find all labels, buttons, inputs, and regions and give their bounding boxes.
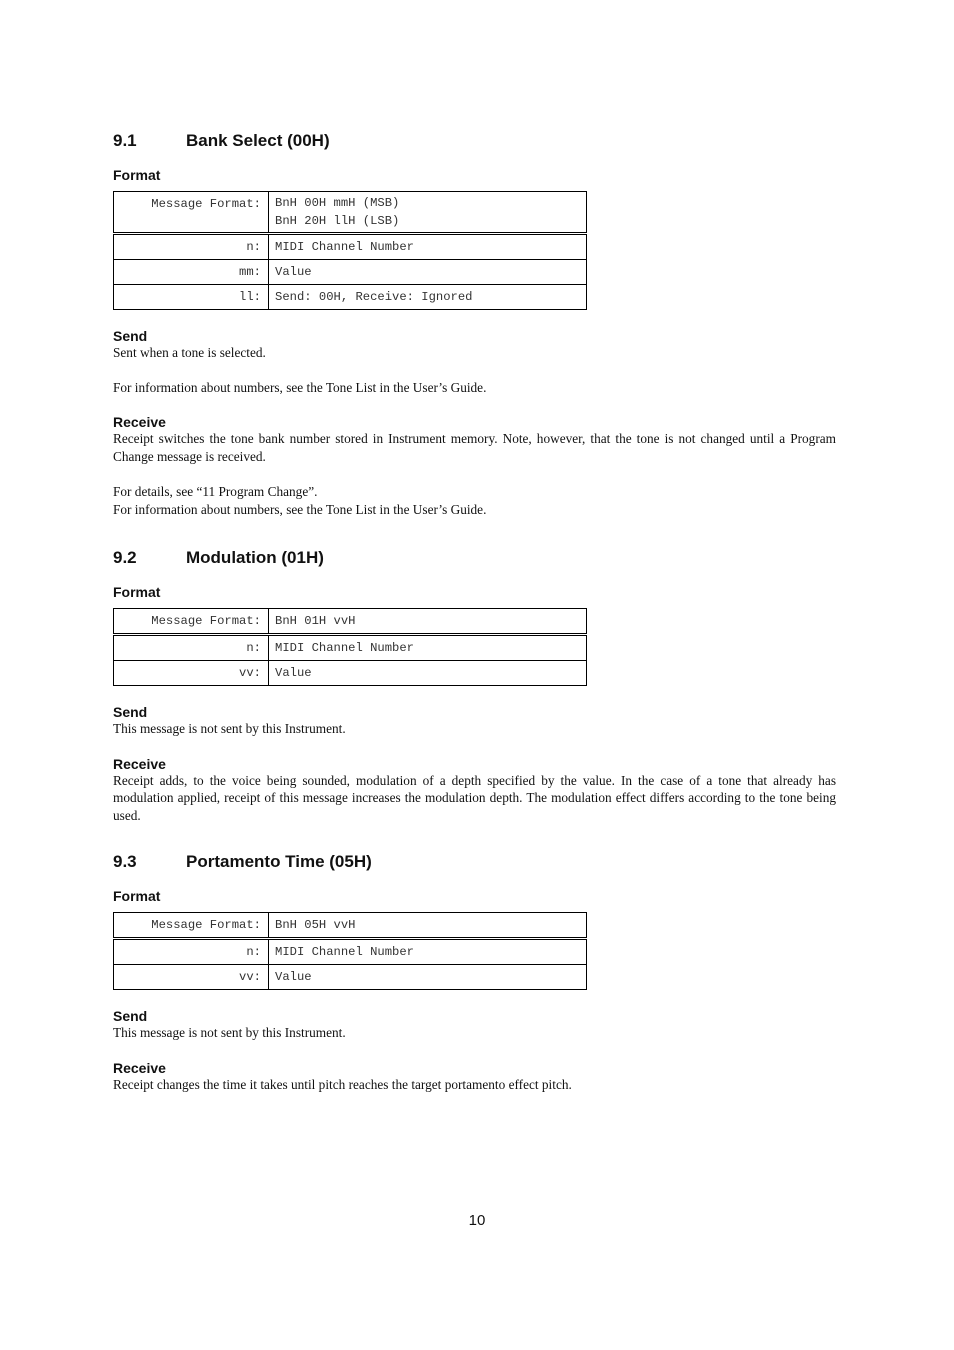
table-value-cell: Value (269, 260, 587, 285)
format-label: Format (113, 888, 161, 904)
receive-paragraph: Receipt switches the tone bank number stored in Instrument memory. Note, however, that the tone is not changed until a Program Change message is received. (113, 431, 836, 464)
table-value-cell: MIDI Channel Number (269, 234, 587, 260)
section-number: 9.2 (113, 548, 137, 567)
table-row (114, 260, 587, 285)
table-row (114, 965, 587, 990)
receive-paragraph: Receipt changes the time it takes until pitch reaches the target portamento effect pitch. (113, 1076, 572, 1092)
receive-paragraph: For details, see “11 Program Change”. (113, 484, 318, 499)
receive-label: Receive (113, 414, 166, 430)
table-key-cell: Message Format: (114, 913, 269, 939)
page-number: 10 (468, 1212, 486, 1229)
send-label: Send (113, 328, 148, 344)
table-key-cell: n: (114, 939, 269, 965)
format-line: BnH 00H mmH (MSB) (275, 196, 400, 210)
table-value-cell: Send: 00H, Receive: Ignored (269, 285, 587, 310)
format-label: Format (113, 584, 161, 600)
table-value-cell: Value (269, 965, 587, 990)
table-key-cell: n: (114, 234, 269, 260)
send-paragraph: This message is not sent by this Instrument. (113, 1025, 346, 1040)
send-label: Send (113, 1008, 148, 1024)
section-heading (113, 548, 836, 568)
section-heading (113, 852, 836, 872)
section-number: 9.1 (113, 131, 137, 150)
table-row (114, 192, 587, 234)
table-value-cell: Value (269, 661, 587, 686)
section-title: Modulation (01H) (186, 548, 324, 567)
format-table (113, 191, 587, 310)
format-table (113, 608, 587, 686)
table-key-cell: mm: (114, 260, 269, 285)
send-paragraph: Sent when a tone is selected. (113, 345, 266, 360)
section-heading (113, 131, 836, 151)
table-value-cell: MIDI Channel Number (269, 939, 587, 965)
section-title: Bank Select (00H) (186, 131, 330, 150)
section-modulation (113, 548, 836, 824)
table-key-cell: vv: (114, 965, 269, 990)
receive-paragraph: For information about numbers, see the Tone List in the User’s Guide. (113, 501, 487, 517)
table-key-cell: Message Format: (114, 609, 269, 635)
table-value-cell: MIDI Channel Number (269, 635, 587, 661)
table-key-cell: n: (114, 635, 269, 661)
table-row (114, 609, 587, 635)
table-row (114, 635, 587, 661)
receive-label: Receive (113, 755, 166, 772)
send-paragraph: This message is not sent by this Instrument. (113, 721, 346, 736)
table-row (114, 939, 587, 965)
table-row (114, 661, 587, 686)
receive-label: Receive (113, 1059, 166, 1076)
table-row (114, 913, 587, 939)
section-bank-select (113, 131, 836, 518)
table-value-cell (269, 192, 587, 234)
table-value-cell: BnH 01H vvH (269, 609, 587, 635)
section-number: 9.3 (113, 852, 137, 871)
table-key-cell: ll: (114, 285, 269, 310)
receive-paragraph: Receipt adds, to the voice being sounded, modulation of a depth specified by the value. In the case of a tone that already has modulation applied, receipt of this message increases the modulation depth. The modulation effect differs according to the tone being used. (113, 772, 836, 823)
format-label: Format (113, 167, 161, 183)
table-value-cell: BnH 05H vvH (269, 913, 587, 939)
section-portamento-time (113, 852, 836, 1093)
format-table (113, 912, 587, 990)
table-row (114, 234, 587, 260)
format-line: BnH 20H llH (LSB) (275, 214, 400, 228)
table-key-cell: vv: (114, 661, 269, 686)
send-label: Send (113, 704, 148, 720)
table-row (114, 285, 587, 310)
section-title: Portamento Time (05H) (186, 852, 372, 871)
table-key-cell: Message Format: (114, 192, 269, 234)
send-paragraph: For information about numbers, see the Tone List in the User’s Guide. (113, 379, 487, 395)
